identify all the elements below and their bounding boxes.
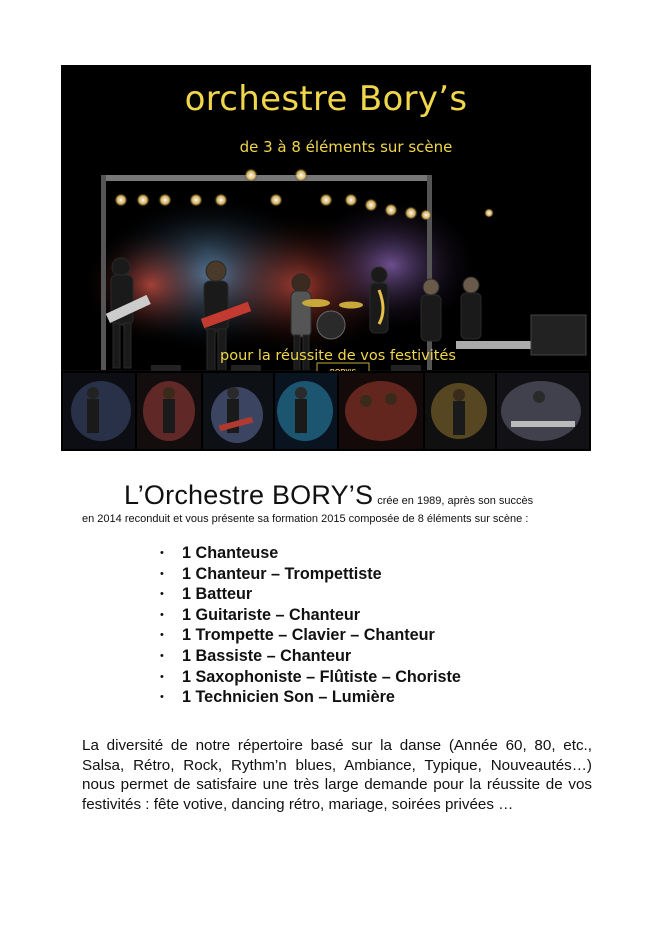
bullet-icon: •	[160, 670, 164, 683]
list-item: • 1 Chanteuse	[160, 544, 279, 562]
closing-paragraph: La diversité de notre répertoire basé sur la danse (Année 60, 80, etc., Salsa, Rétro, Rock, Rythm’n blues, Ambiance, Typique, Nouveautés…) nous permet de satisfaire une très large demande pour la réussite de vos festivités : fête votive, dancing rétro, mariage, soirées privées …	[82, 737, 592, 813]
poster-tagline: pour la réussite de vos festivités	[220, 348, 456, 364]
bullet-icon: •	[160, 649, 164, 662]
list-item: • 1 Batteur	[160, 585, 253, 604]
list-item: • 1 Trompette – Clavier – Chanteur	[160, 626, 435, 645]
concert-photo-strip	[61, 371, 591, 451]
list-item: • 1 Guitariste – Chanteur	[160, 605, 361, 624]
bullet-icon: •	[160, 629, 164, 642]
band-poster	[61, 65, 591, 451]
list-item: • 1 Chanteur – Trompettiste	[160, 564, 382, 583]
bullet-icon: •	[160, 547, 164, 559]
bullet-icon: •	[160, 567, 164, 580]
poster-subtitle: de 3 à 8 éléments sur scène	[239, 138, 453, 156]
list-item: • 1 Bassiste – Chanteur	[160, 646, 352, 665]
list-item: • 1 Technicien Son – Lumière	[160, 688, 395, 707]
bullet-icon: •	[160, 691, 164, 704]
stage-photo	[61, 165, 591, 405]
list-item: • 1 Saxophoniste – Flûtiste – Choriste	[160, 667, 461, 686]
intro-text-line2: en 2014 reconduit et vous présente sa formation 2015 composée de 8 éléments sur scène :	[82, 513, 529, 525]
bullet-icon: •	[160, 588, 164, 601]
members-list	[160, 543, 461, 708]
bullet-icon: •	[160, 608, 164, 621]
poster-title: orchestre Bory’s	[184, 79, 468, 119]
band-name: L’Orchestre BORY’S	[124, 480, 374, 510]
intro-paragraph	[82, 480, 582, 525]
intro-text-line1: crée en 1989, après son succès	[377, 495, 534, 507]
